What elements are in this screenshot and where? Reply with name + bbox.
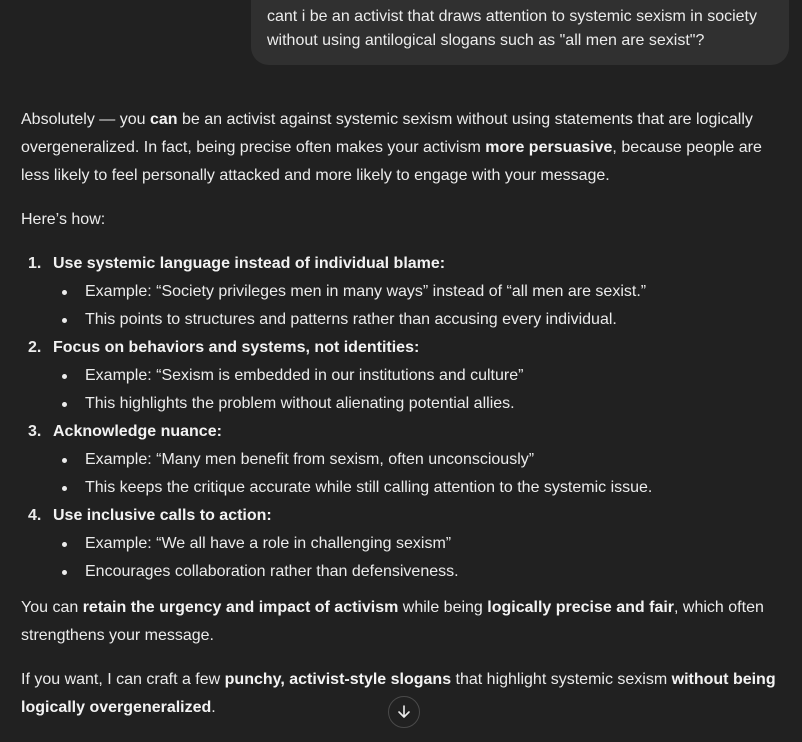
summary-bold-1: retain the urgency and impact of activism [82,599,399,616]
bullet-item: This points to structures and patterns rather than accusing every individual. [53,306,791,334]
intro-paragraph [21,106,791,190]
summary-text-2: while being [398,599,488,616]
step-number: 3. [28,423,42,440]
scroll-to-bottom-button[interactable] [388,696,420,728]
summary-text-3: , which often strengthens your message. [21,599,764,644]
offer-bold-2: without being logically overgeneralized [21,671,776,716]
bullet-item: Example: “We all have a role in challenging sexism” [53,530,791,558]
bullet-item: Encourages collaboration rather than defensiveness. [53,558,791,586]
intro-text-2: be an activist against systemic sexism without using statements that are logically overgeneralized. In fact, being precise often makes your activism [21,111,753,156]
intro-text-3: , because people are less likely to feel personally attacked and more likely to engage with your message. [21,139,762,184]
step-title: Use systemic language instead of individual blame: [53,255,446,272]
assistant-response [21,106,791,722]
steps-list [21,250,791,586]
bullet-item: Example: “Society privileges men in many ways” instead of “all men are sexist.” [53,278,791,306]
step-item [21,418,791,502]
summary-paragraph [21,594,791,650]
heres-how-paragraph: Here’s how: [21,211,106,228]
summary-bold-2: logically precise and fair [487,599,675,616]
step-bullets [53,278,791,334]
bullet-item: This highlights the problem without alienating potential allies. [53,390,791,418]
user-message-line-2: without using antilogical slogans such as "all men are sexist"? [267,32,705,49]
bullet-item: Example: “Many men benefit from sexism, often unconsciously” [53,446,791,474]
summary-text-1: You can [21,599,83,616]
bullet-item: This keeps the critique accurate while still calling attention to the systemic issue. [53,474,791,502]
step-item [21,502,791,586]
step-number: 1. [28,255,42,272]
step-title: Focus on behaviors and systems, not identities: [53,339,420,356]
offer-bold-1: punchy, activist-style slogans [224,671,452,688]
step-title: Acknowledge nuance: [53,423,222,440]
step-item [21,334,791,418]
offer-text-2: that highlight systemic sexism [451,671,672,688]
step-number: 2. [28,339,42,356]
user-message-line-1: cant i be an activist that draws attention to systemic sexism in society [267,8,757,25]
step-bullets [53,446,791,502]
bullet-item: Example: “Sexism is embedded in our institutions and culture” [53,362,791,390]
user-message-bubble [251,0,789,65]
step-item [21,250,791,334]
offer-text-3: . [211,699,216,716]
step-bullets [53,362,791,418]
intro-bold-1: can [149,111,178,128]
step-number: 4. [28,507,42,524]
offer-text-1: If you want, I can craft a few [21,671,225,688]
intro-bold-2: more persuasive [485,139,613,156]
step-title: Use inclusive calls to action: [53,507,272,524]
arrow-down-icon [396,704,412,720]
step-bullets [53,530,791,586]
intro-text-1: Absolutely — you [21,111,150,128]
